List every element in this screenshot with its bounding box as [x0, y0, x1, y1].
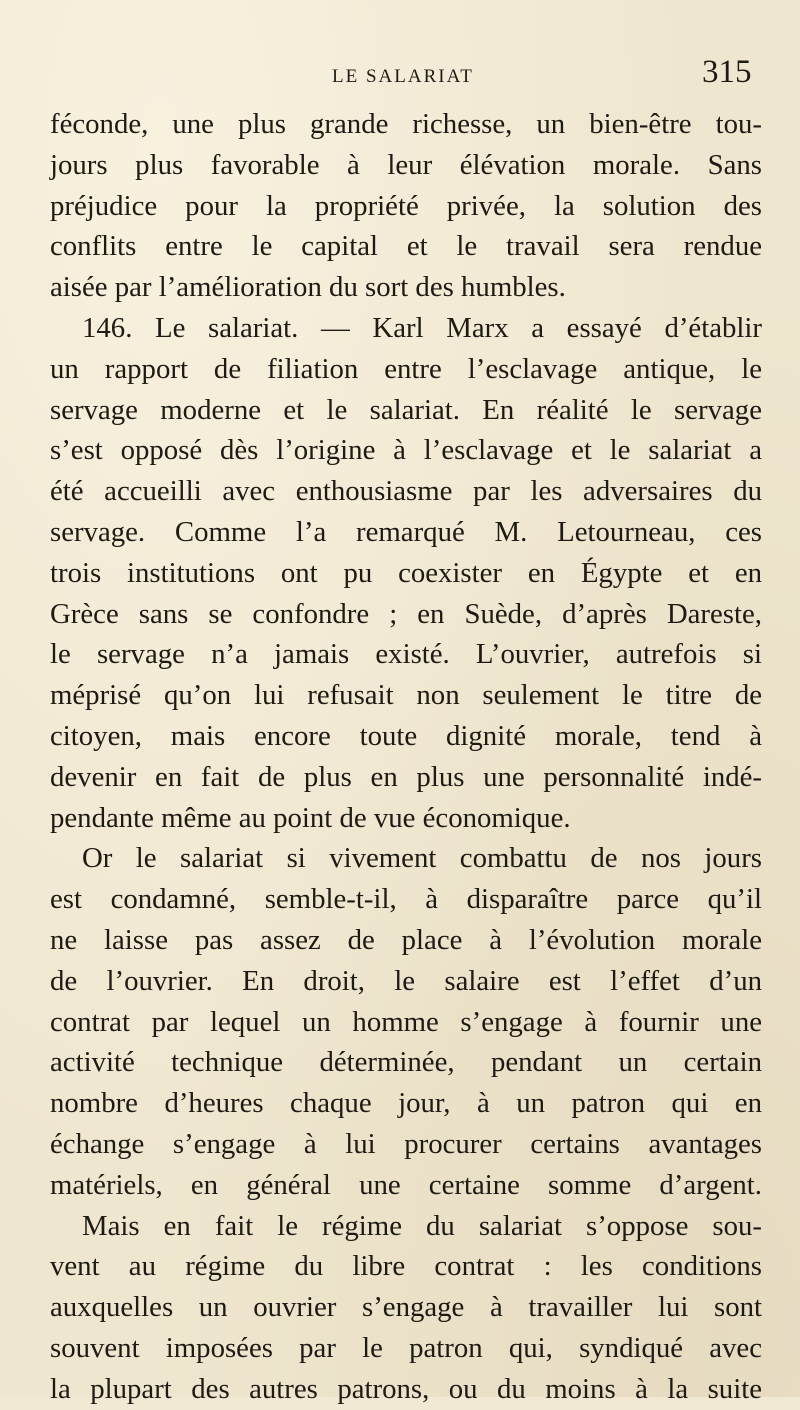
paragraph-start-line: Mais en fait le régime du salariat s’oppose sou- [82, 1209, 762, 1242]
text-line: échange s’engage à lui procurer certains avantages [50, 1127, 762, 1160]
text-line: conflits entre le capital et le travail sera rendue [50, 230, 762, 263]
section-heading-line: 146. Le salariat. — Karl Marx a essayé d’établir [82, 311, 762, 344]
text-line: Grèce sans se confondre ; en Suède, d’après Dareste, [50, 597, 762, 630]
text-line: nombre d’heures chaque jour, à un patron qui en [50, 1087, 762, 1120]
text-line: été accueilli avec enthousiasme par les adversaires du [50, 475, 762, 508]
text-line: matériels, en général une certaine somme d’argent. [50, 1168, 762, 1201]
text-line: la plupart des autres patrons, ou du moins à la suite [50, 1372, 762, 1405]
body-text [50, 104, 762, 1410]
text-line: citoyen, mais encore toute dignité morale, tend à [50, 719, 762, 752]
paragraph-start-line: Or le salariat si vivement combattu de nos jours [82, 842, 762, 875]
text-line: ne laisse pas assez de place à l’évolution morale [50, 923, 762, 956]
text-line: activité technique déterminée, pendant un certain [50, 1046, 762, 1079]
text-line: contrat par lequel un homme s’engage à fournir une [50, 1005, 762, 1038]
text-line: jours plus favorable à leur élévation morale. Sans [50, 148, 762, 181]
text-line: vent au régime du libre contrat : les conditions [50, 1250, 762, 1283]
text-line: trois institutions ont pu coexister en Égypte et en [50, 556, 762, 589]
text-line: pendante même au point de vue économique. [50, 801, 571, 834]
text-line: souvent imposées par le patron qui, syndiqué avec [50, 1331, 762, 1364]
text-line: préjudice pour la propriété privée, la solution des [50, 189, 762, 222]
text-line: servage moderne et le salariat. En réalité le servage [50, 393, 762, 426]
text-line: servage. Comme l’a remarqué M. Letourneau, ces [50, 515, 762, 548]
text-line: un rapport de filiation entre l’esclavage antique, le [50, 352, 762, 385]
text-line: devenir en fait de plus en plus une personnalité indé- [50, 760, 762, 793]
running-title: LE SALARIAT [332, 66, 474, 87]
text-line: s’est opposé dès l’origine à l’esclavage et le salariat a [50, 434, 762, 467]
page-number: 315 [702, 54, 752, 90]
running-head [0, 54, 800, 98]
text-line: auxquelles un ouvrier s’engage à travailler lui sont [50, 1291, 762, 1324]
text-line: aisée par l’amélioration du sort des humbles. [50, 271, 566, 304]
text-line: féconde, une plus grande richesse, un bien-être tou- [50, 108, 762, 140]
text-line: est condamné, semble-t-il, à disparaître parce qu’il [50, 883, 762, 916]
text-line: méprisé qu’on lui refusait non seulement le titre de [50, 679, 762, 712]
text-line: de l’ouvrier. En droit, le salaire est l’effet d’un [50, 964, 762, 997]
text-line: le servage n’a jamais existé. L’ouvrier, autrefois si [50, 638, 762, 671]
